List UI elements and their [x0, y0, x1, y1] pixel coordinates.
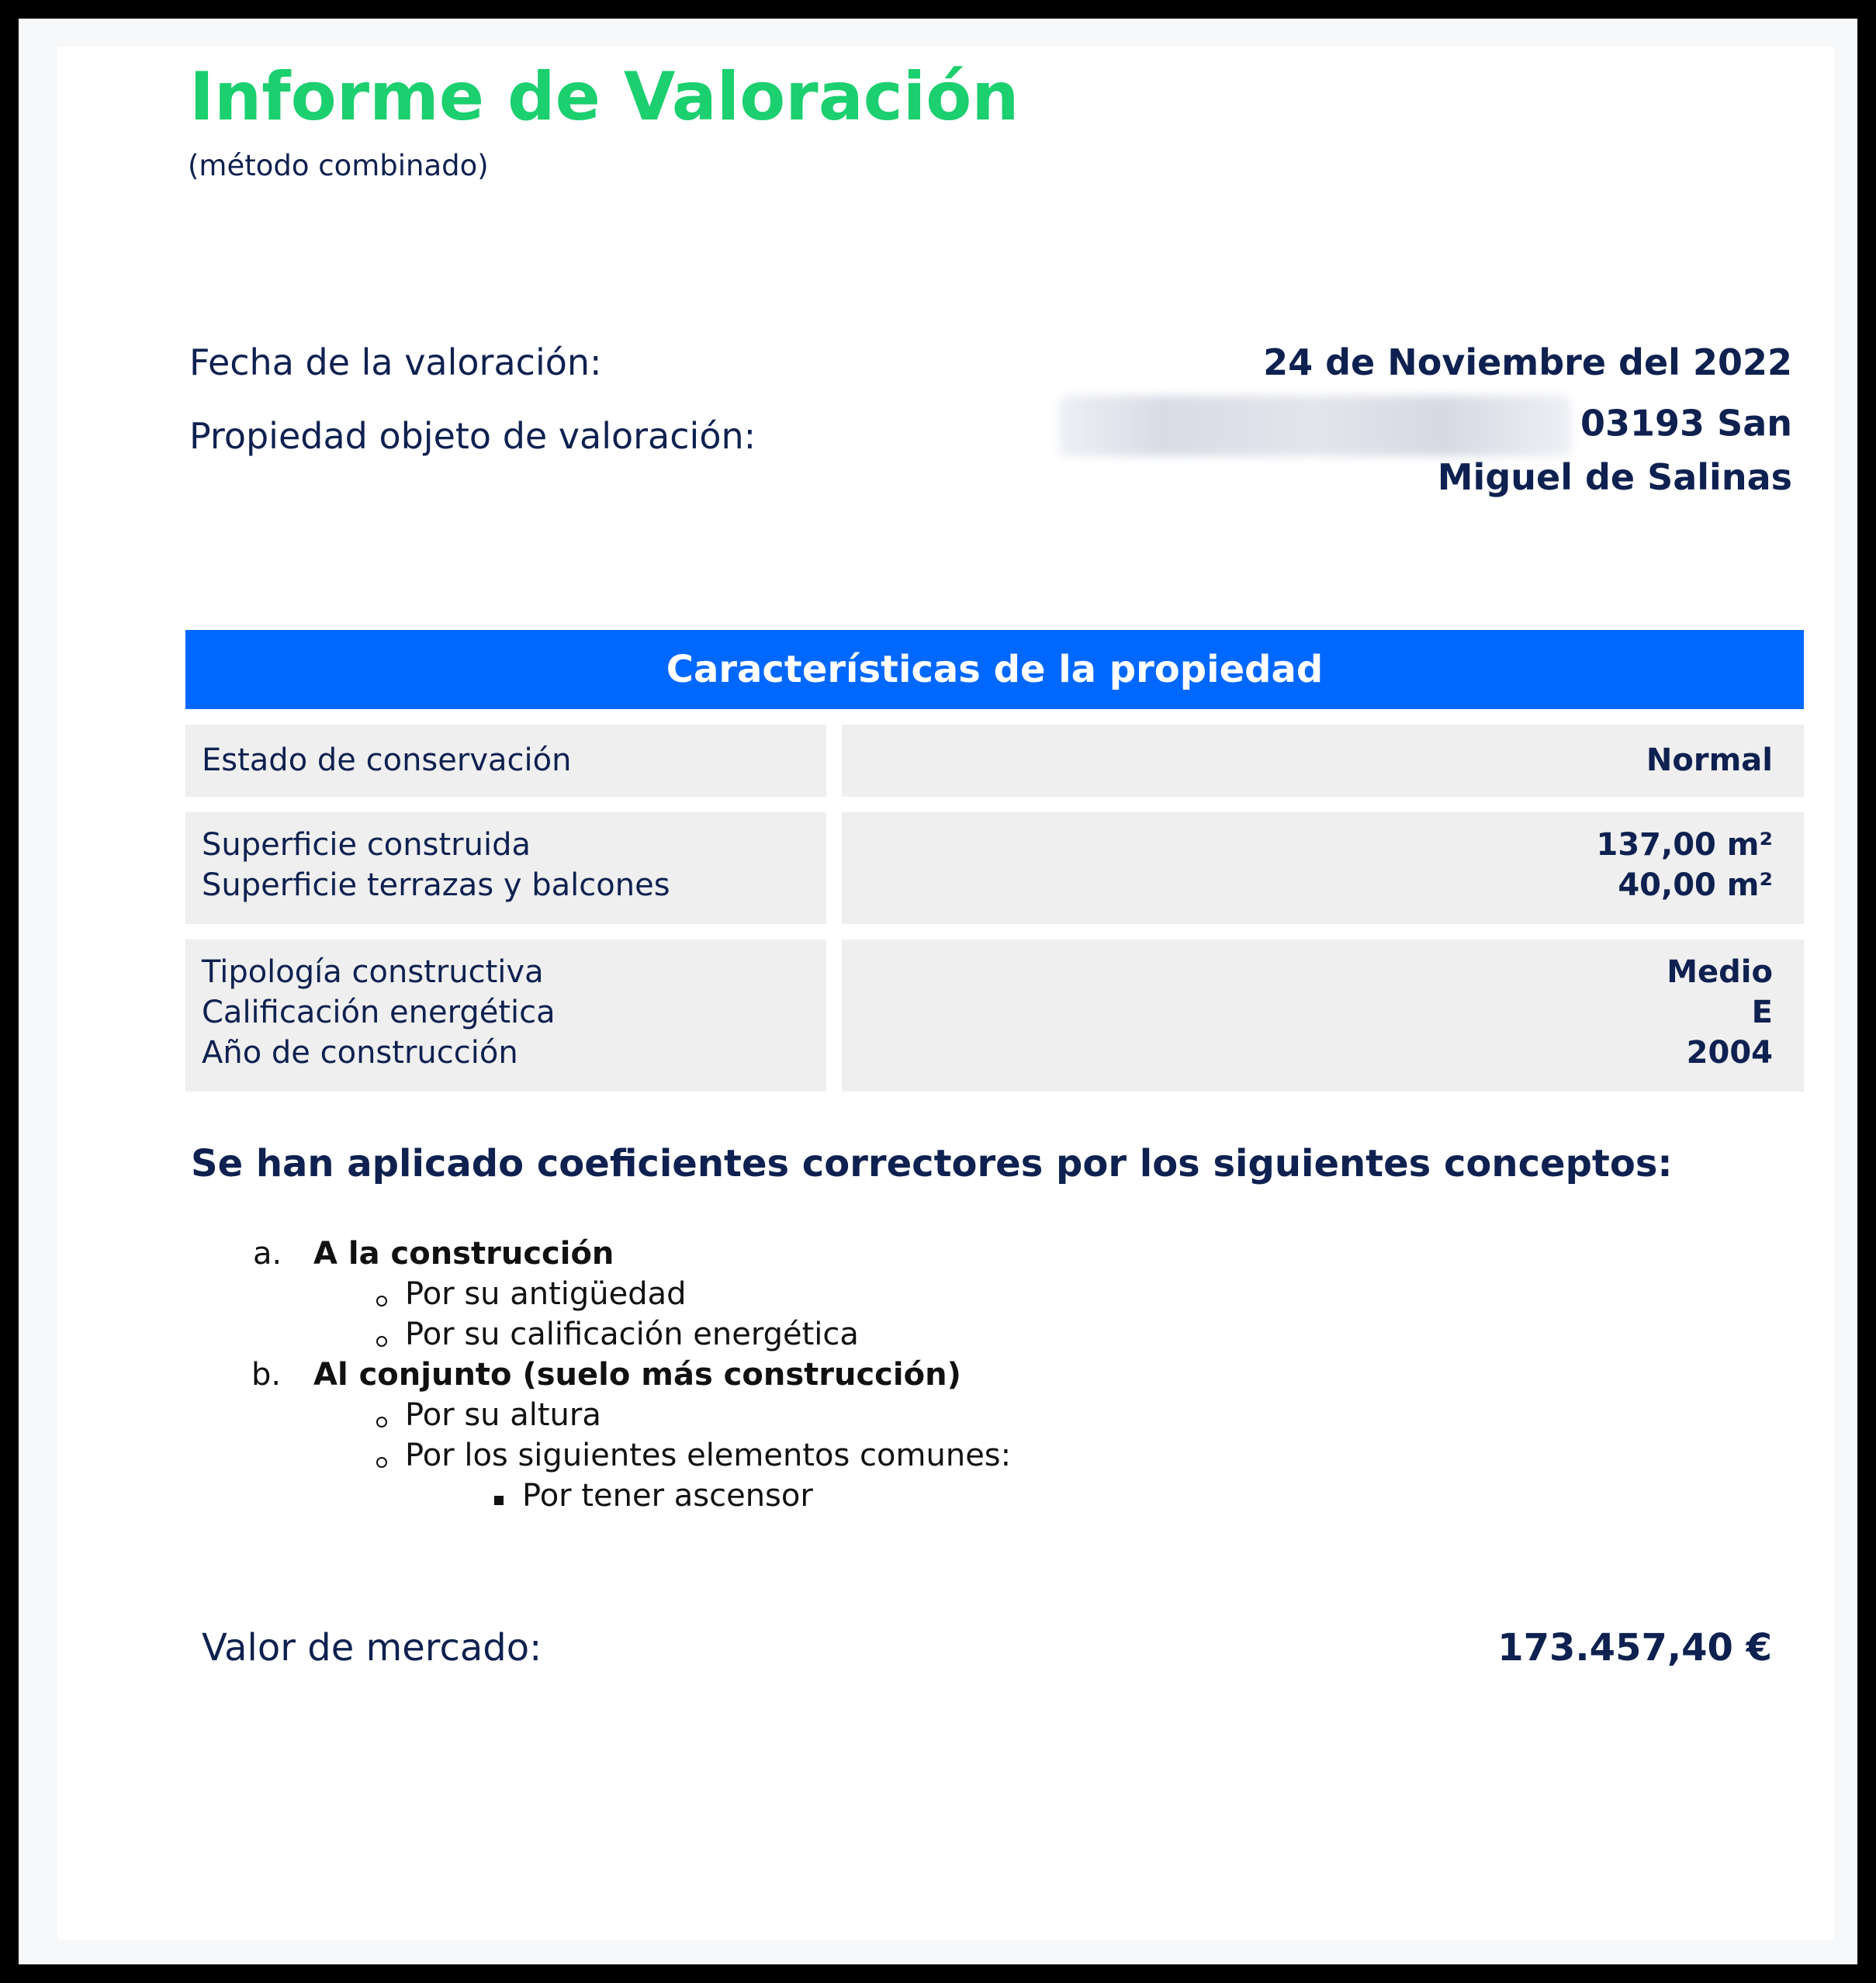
construction-type-value: Medio: [1667, 954, 1773, 990]
conservation-label: Estado de conservación: [202, 742, 572, 778]
built-area-label: Superficie construida: [202, 827, 531, 863]
built-area-value: 137,00 m²: [1596, 827, 1773, 863]
construction-year-value: 2004: [1686, 1035, 1773, 1071]
list-item-title: Al conjunto (suelo más construcción): [313, 1357, 961, 1393]
characteristics-row-value: [842, 812, 1804, 924]
list-marker: b.: [251, 1357, 282, 1393]
list-subitem: Por su calificación energética: [405, 1317, 859, 1352]
energy-rating-label: Calificación energética: [202, 995, 556, 1030]
conservation-value: Normal: [1646, 742, 1773, 778]
circle-bullet-icon: [376, 1417, 387, 1428]
circle-bullet-icon: [376, 1336, 387, 1347]
property-address-line1: [1059, 396, 1792, 456]
market-value-label: Valor de mercado:: [202, 1626, 542, 1670]
construction-year-label: Año de construcción: [202, 1035, 518, 1071]
characteristics-header: Características de la propiedad: [185, 630, 1804, 709]
characteristics-row-value: [842, 725, 1804, 797]
list-subitem: Por su altura: [405, 1397, 601, 1433]
list-subsubitem: Por tener ascensor: [522, 1478, 813, 1514]
valuation-date-label: Fecha de la valoración:: [189, 341, 602, 383]
energy-rating-value: E: [1751, 995, 1773, 1030]
report-subtitle: (método combinado): [188, 149, 489, 182]
terrace-area-value: 40,00 m²: [1618, 867, 1773, 903]
property-address: [1059, 396, 1792, 499]
market-value-amount: 173.457,40 €: [1497, 1626, 1772, 1670]
property-label: Propiedad objeto de valoración:: [189, 415, 756, 457]
list-marker: a.: [253, 1236, 282, 1272]
report-title: Informe de Valoración: [189, 58, 1019, 136]
valuation-date-value: 24 de Noviembre del 2022: [1263, 341, 1792, 383]
list-subitem: Por los siguientes elementos comunes:: [405, 1438, 1012, 1473]
square-bullet-icon: [494, 1496, 504, 1505]
redacted-street: [1059, 396, 1571, 456]
terrace-area-label: Superficie terrazas y balcones: [202, 867, 670, 903]
property-address-line2: Miguel de Salinas: [1437, 456, 1792, 498]
property-address-postcode: 03193 San: [1580, 402, 1792, 445]
characteristics-row-label: [185, 940, 826, 1092]
circle-bullet-icon: [376, 1457, 387, 1468]
construction-type-label: Tipología constructiva: [202, 954, 544, 990]
characteristics-row-value: [842, 940, 1804, 1092]
characteristics-row-label: [185, 725, 826, 797]
circle-bullet-icon: [376, 1296, 387, 1306]
list-item-title: A la construcción: [313, 1236, 614, 1272]
list-subitem: Por su antigüedad: [405, 1276, 687, 1312]
coefficients-heading: Se han aplicado coeficientes correctores por los siguientes conceptos:: [191, 1142, 1673, 1185]
characteristics-row-label: [185, 812, 826, 924]
